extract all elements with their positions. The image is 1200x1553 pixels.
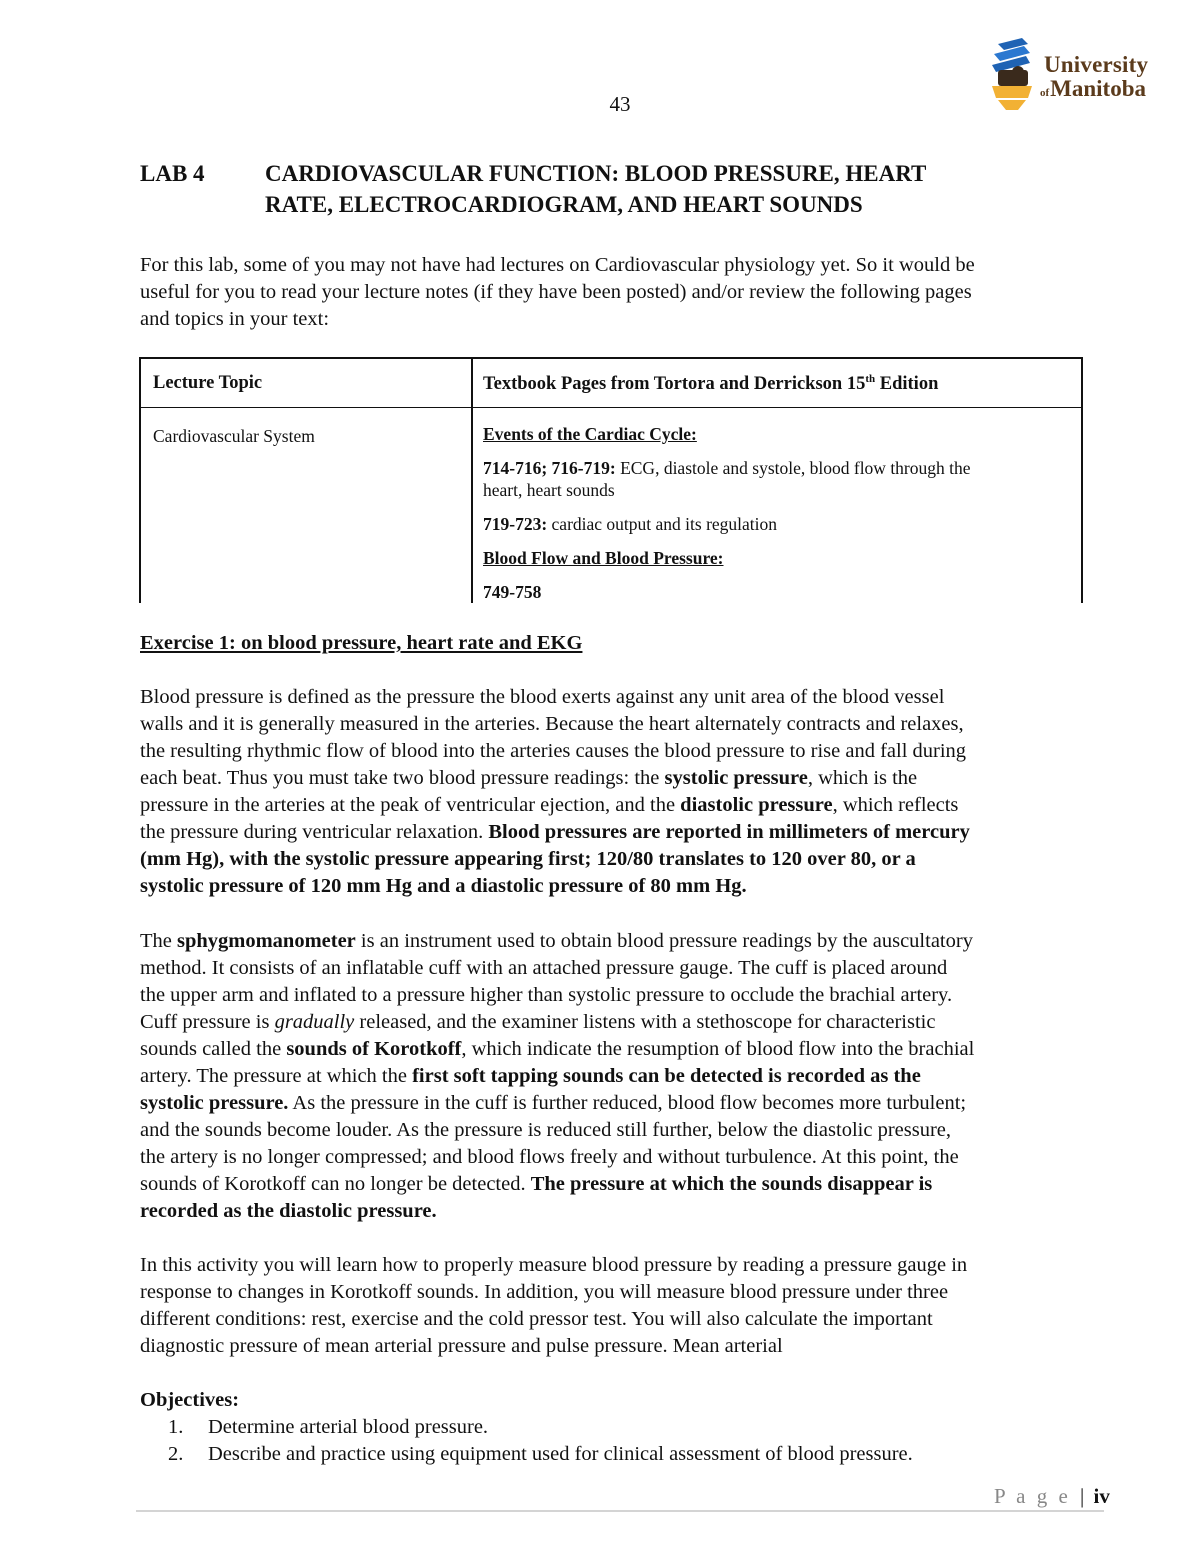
page-footer [994,1484,1110,1509]
exercise-heading: Exercise 1: on blood pressure, heart rate and EKG [140,632,583,654]
table-column-divider [471,359,473,603]
table-item-blood-pressure-pages: 749-758 [483,582,542,602]
logo-word-university: University [1044,52,1149,77]
university-crest-icon [988,38,1038,114]
textbook-pages-table [139,357,1083,603]
table-item-cardiac-output: 719-723: cardiac output and its regulation [483,514,778,534]
sphygmomanometer-paragraph: The sphygmomanometer is an instrument used to obtain blood pressure readings by the auscultatory method. It consists of an inflatable cuff with an attached pressure gauge. The cuff is placed around the upper arm and inflated to a pressure higher than systolic pressure to occlude the brachial artery. Cuff pressure is gradually released, and the examiner listens with a stethoscope for characteristic sounds called the sounds of Korotkoff, which indicate the resumption of blood flow into the brachial artery. The pressure at which the first soft tapping sounds can be detected is recorded as the systolic pressure. As the pressure in the cuff is further reduced, blood flow becomes more turbulent; and the sounds become louder. As the pressure is reduced still further, below the diastolic pressure, the artery is no longer compressed; and blood flows freely and without turbulence. At this point, the sounds of Korotkoff can no longer be detected. The pressure at which the sounds disappear is recorded as the diastolic pressure. [140,930,975,1222]
objectives-heading: Objectives: [140,1389,240,1411]
table-header-pages: Textbook Pages from Tortora and Derrickson 15th Edition [483,373,939,395]
footer-page-word: P a g e [994,1484,1071,1508]
lab-title-text: CARDIOVASCULAR FUNCTION: BLOOD PRESSURE, HEART RATE, ELECTROCARDIOGRAM, AND HEART SOUNDS [265,161,927,217]
footer-roman-number: iv [1093,1484,1110,1508]
footer-divider [136,1510,1104,1512]
logo-word-manitoba: ofManitoba [1040,76,1147,101]
page-number: 43 [609,92,631,116]
intro-paragraph: For this lab, some of you may not have had lectures on Cardiovascular physiology yet. So it would be useful for you to read your lecture notes (if they have been posted) and/or review the following pages and topics in your text: [140,254,975,330]
activity-paragraph: In this activity you will learn how to properly measure blood pressure by reading a pressure gauge in response to changes in Korotkoff sounds. In addition, you will measure blood pressure under three different conditions: rest, exercise and the cold pressor test. You will also calculate the important diagnostic pressure of mean arterial pressure and pulse pressure. Mean arterial [140,1254,968,1357]
table-cell-topic: Cardiovascular System [153,426,315,446]
table-section-cardiac-cycle: Events of the Cardiac Cycle: [483,424,697,444]
list-item: 1. Determine arterial blood pressure. [168,1416,489,1438]
table-header-topic: Lecture Topic [153,373,263,393]
footer-separator: | [1080,1484,1085,1508]
list-item: 2. Describe and practice using equipment used for clinical assessment of blood pressure. [168,1443,913,1465]
table-section-blood-flow: Blood Flow and Blood Pressure: [483,548,724,568]
university-logo [988,38,1158,114]
blood-pressure-paragraph: Blood pressure is defined as the pressure the blood exerts against any unit area of the blood vessel walls and it is generally measured in the arteries. Because the heart alternately contracts and relaxes, the resulting rhythmic flow of blood into the arteries causes the blood pressure to rise and fall during each beat. Thus you must take two blood pressure readings: the systolic pressure, which is the pressure in the arteries at the peak of ventricular ejection, and the diastolic pressure, which reflects the pressure during ventricular relaxation. Blood pressures are reported in millimeters of mercury (mm Hg), with the systolic pressure appearing first; 120/80 translates to 120 over 80, or a systolic pressure of 120 mm Hg and a diastolic pressure of 80 mm Hg. [140,686,970,897]
objectives-list [140,1414,1105,1468]
table-header-divider [141,407,1081,408]
lab-number: LAB 4 [140,161,205,186]
table-item-ecg: 714-716; 716-719: ECG, diastole and systole, blood flow through the heart, heart sounds [483,458,971,500]
